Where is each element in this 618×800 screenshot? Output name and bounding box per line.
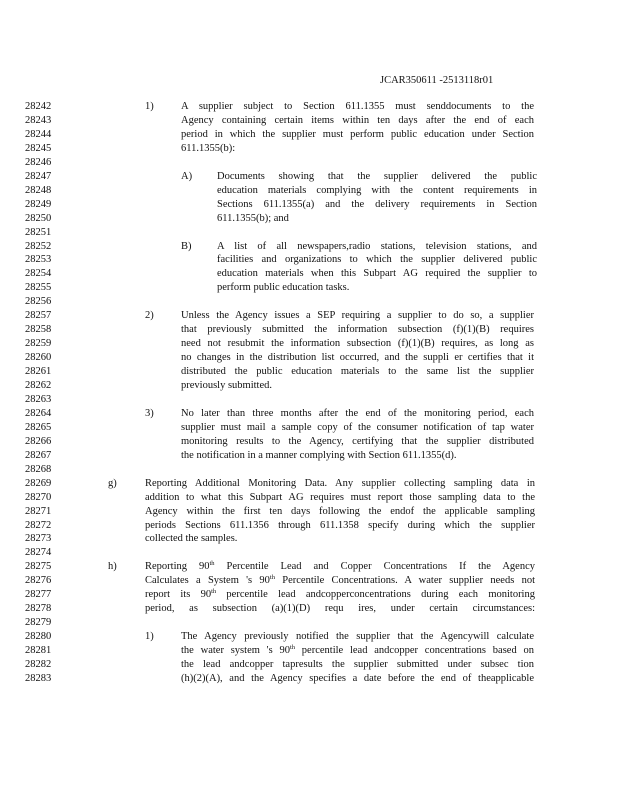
line-number: 28272	[25, 519, 52, 531]
line-number: 28283	[25, 672, 52, 684]
line-text: periods Sections 611.1356 through 611.1358 specify during which the supplier	[145, 519, 535, 531]
line-text: Sections 611.1355(a) and the delivery requirements in Section	[217, 198, 537, 210]
document-line	[0, 379, 618, 393]
document-line	[0, 100, 618, 114]
document-id-header: JCAR350611 -2513118r01	[380, 75, 494, 86]
document-line	[0, 449, 618, 463]
line-text: distributed the public education materials to the same list the supplier	[181, 366, 534, 378]
line-number: 28282	[25, 659, 52, 670]
document-line	[0, 295, 618, 309]
line-text: The Agency previously notified the supplier that the Agencywill calculate	[181, 631, 534, 643]
document-line	[0, 435, 618, 449]
line-number: 28264	[25, 407, 52, 419]
line-number: 28256	[25, 296, 52, 308]
item-marker: g)	[108, 477, 117, 489]
line-number: 28271	[25, 505, 52, 517]
document-line	[0, 421, 618, 435]
document-line	[0, 588, 618, 602]
item-marker: h)	[108, 561, 117, 573]
line-number: 28276	[25, 575, 52, 587]
line-number: 28255	[25, 282, 52, 294]
document-line	[0, 463, 618, 477]
document-line	[0, 184, 618, 198]
item-marker: B)	[181, 240, 192, 252]
document-line	[0, 212, 618, 226]
document-line	[0, 198, 618, 212]
line-text: no changes in the distribution list occurred, and the suppli er certifies that it	[181, 352, 534, 364]
line-text: collected the samples.	[145, 533, 238, 545]
line-number: 28253	[25, 254, 52, 266]
document-line	[0, 267, 618, 281]
line-text: perform public education tasks.	[217, 282, 350, 294]
line-text: the water system 's 90th percentile lead andcopper concentrations based on	[181, 644, 534, 657]
line-number: 28248	[25, 184, 52, 196]
line-number: 28279	[25, 617, 52, 629]
line-number: 28262	[25, 380, 52, 391]
document-line	[0, 128, 618, 142]
document-line	[0, 532, 618, 546]
document-line	[0, 170, 618, 184]
document-line	[0, 630, 618, 644]
line-number: 28249	[25, 198, 52, 210]
line-number: 28281	[25, 645, 52, 657]
line-number: 28269	[25, 477, 52, 489]
document-line	[0, 309, 618, 323]
line-text: Reporting Additional Monitoring Data. Any supplier collecting sampling data in	[145, 477, 535, 489]
line-text: period, as subsection (a)(1)(D) requ ires, under certain circumstances:	[145, 603, 535, 615]
line-text: report its 90th percentile lead andcopperconcentrations during each monitoring	[145, 588, 535, 601]
line-number: 28242	[25, 101, 52, 112]
document-line	[0, 240, 618, 254]
line-text: No later than three months after the end of the monitoring period, each	[181, 407, 534, 419]
item-marker: 3)	[145, 407, 154, 419]
line-number: 28273	[25, 533, 52, 545]
line-text: period in which the supplier must perform public education under Section	[181, 128, 534, 140]
document-line	[0, 672, 618, 686]
line-number: 28247	[25, 170, 52, 182]
item-marker: 2)	[145, 310, 154, 322]
line-text: education materials complying with the content requirements in	[217, 184, 537, 196]
line-text: Unless the Agency issues a SEP requiring a supplier to do so, a supplier	[181, 310, 534, 322]
line-number: 28260	[25, 352, 52, 364]
document-line	[0, 114, 618, 128]
line-text: previously submitted.	[181, 380, 272, 391]
line-number: 28245	[25, 142, 52, 154]
line-number: 28243	[25, 114, 52, 126]
line-number: 28246	[25, 156, 52, 168]
line-text: (h)(2)(A), and the Agency specifies a date before the end of theapplicable	[181, 672, 534, 684]
document-line	[0, 477, 618, 491]
line-number: 28254	[25, 268, 52, 280]
line-number: 28277	[25, 589, 52, 601]
document-line	[0, 351, 618, 365]
document-line	[0, 602, 618, 616]
document-line	[0, 142, 618, 156]
line-text: Documents showing that the supplier delivered the public	[217, 170, 537, 182]
document-line	[0, 574, 618, 588]
document-line	[0, 365, 618, 379]
line-number: 28258	[25, 324, 52, 336]
line-text: addition to what this Subpart AG requires must report those sampling data to the	[145, 491, 535, 503]
line-number: 28259	[25, 338, 52, 350]
line-text: education materials when this Subpart AG required the supplier to	[217, 268, 537, 280]
line-number: 28261	[25, 366, 52, 378]
line-text: the lead andcopper tapresults the supplier submitted under subsec tion	[181, 659, 534, 670]
document-line	[0, 253, 618, 267]
document-line	[0, 658, 618, 672]
line-text: that previously submitted the information subsection (f)(1)(B) requires	[181, 324, 534, 336]
document-line	[0, 323, 618, 337]
line-number: 28278	[25, 603, 52, 615]
line-text: A list of all newspapers,radio stations, television stations, and	[217, 240, 537, 252]
line-text: Agency containing certain items within ten days after the end of each	[181, 114, 534, 126]
line-number: 28275	[25, 561, 52, 573]
document-line	[0, 226, 618, 240]
item-marker: 1)	[145, 631, 154, 643]
line-number: 28263	[25, 393, 52, 405]
line-text: need not resubmit the information subsection (f)(1)(B) requires, as long as	[181, 338, 534, 350]
line-number: 28244	[25, 128, 52, 140]
line-text: Reporting 90th Percentile Lead and Copper Concentrations If the Agency	[145, 560, 536, 573]
document-line	[0, 616, 618, 630]
document-line	[0, 156, 618, 170]
line-number: 28257	[25, 310, 52, 322]
line-text: facilities and organizations to which the supplier delivered public	[217, 254, 537, 266]
document-line	[0, 560, 618, 574]
line-number: 28280	[25, 631, 52, 643]
line-number: 28266	[25, 435, 52, 447]
line-text: Calculates a System 's 90th Percentile Concentrations. A water supplier needs not	[145, 574, 535, 587]
line-number: 28270	[25, 491, 52, 503]
line-text: supplier must mail a sample copy of the consumer notification of tap water	[181, 421, 534, 433]
line-text: 611.1355(b); and	[217, 212, 289, 224]
line-text: Agency within the first ten days following the endof the applicable sampling	[145, 505, 535, 517]
document-line	[0, 407, 618, 421]
document-line	[0, 505, 618, 519]
item-marker: 1)	[145, 101, 154, 112]
line-text: 611.1355(b):	[181, 142, 236, 154]
document-line	[0, 519, 618, 533]
line-number: 28251	[25, 226, 52, 238]
line-text: monitoring results to the Agency, certifying that the supplier distributed	[181, 435, 534, 447]
document-line	[0, 337, 618, 351]
item-marker: A)	[181, 170, 193, 182]
document-line	[0, 644, 618, 658]
line-number: 28267	[25, 449, 52, 461]
line-number: 28268	[25, 463, 52, 475]
line-number: 28250	[25, 212, 52, 224]
line-text: the notification in a manner complying with Section 611.1355(d).	[181, 449, 457, 461]
line-number: 28274	[25, 547, 52, 559]
document-line	[0, 491, 618, 505]
line-text: A supplier subject to Section 611.1355 must senddocuments to the	[181, 101, 534, 112]
line-number: 28252	[25, 240, 52, 252]
document-line	[0, 281, 618, 295]
document-line	[0, 546, 618, 560]
document-line	[0, 393, 618, 407]
line-number: 28265	[25, 421, 52, 433]
